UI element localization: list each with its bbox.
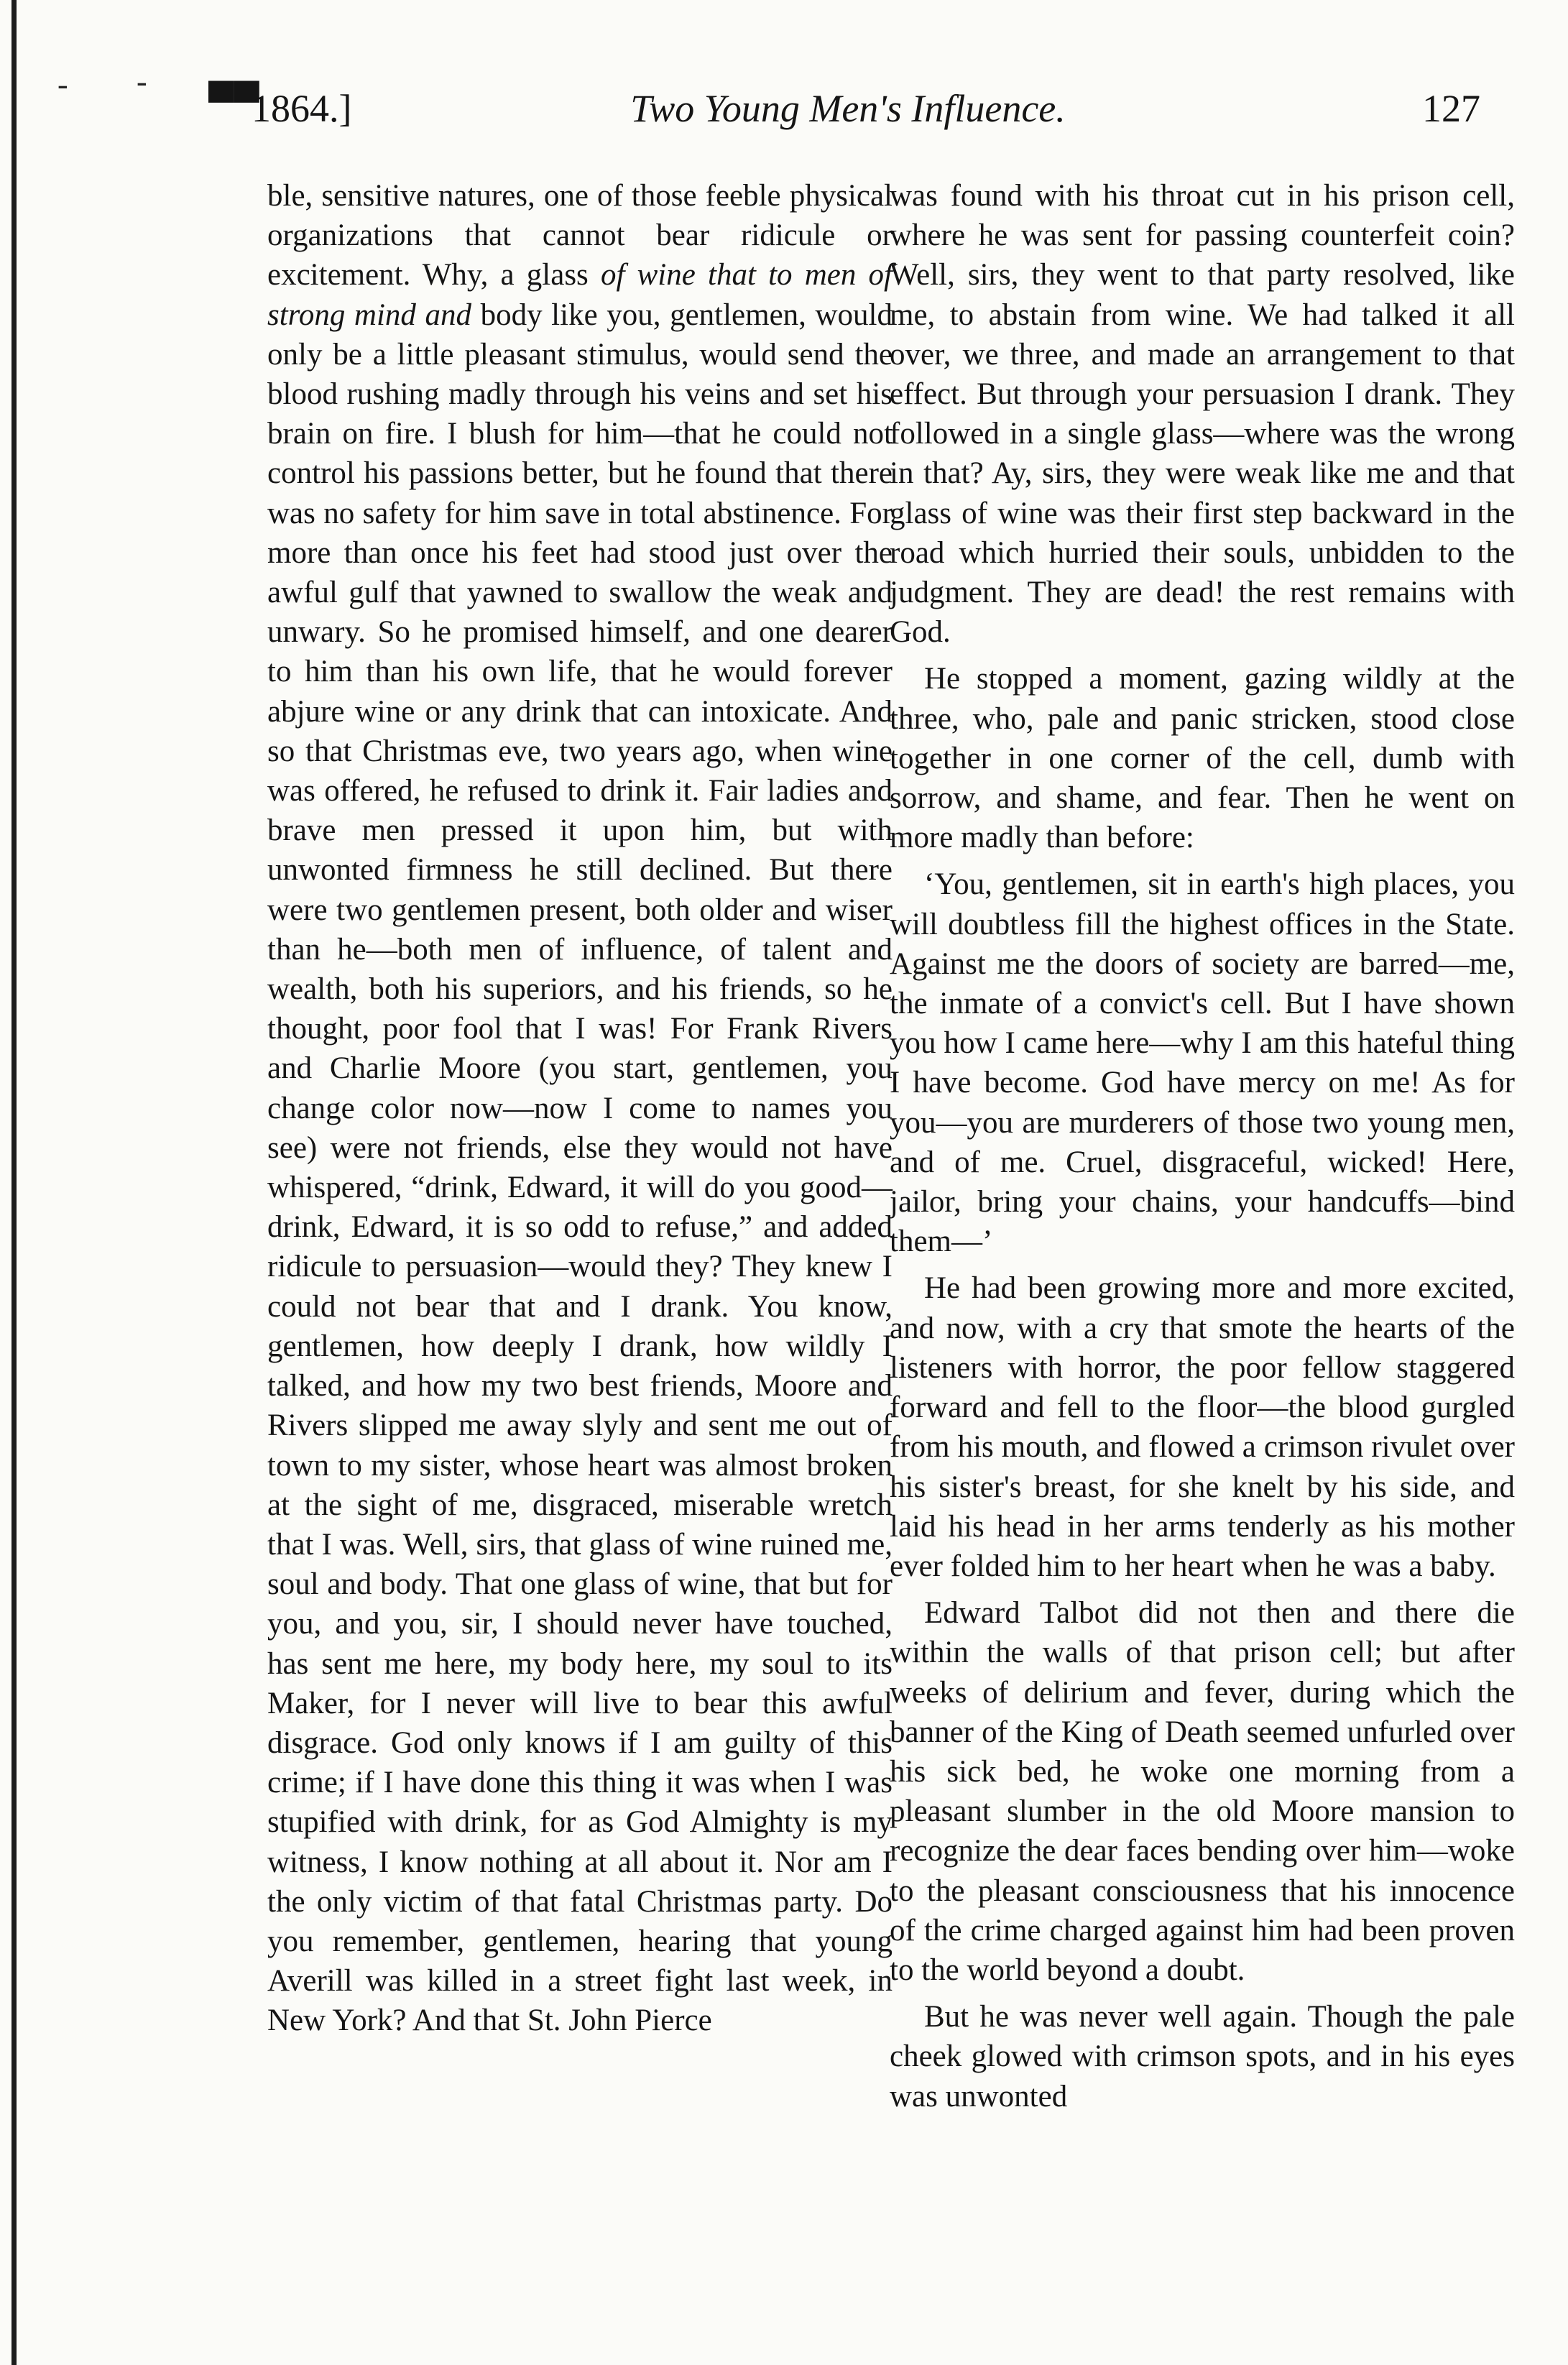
paragraph-text: body like you, gentlemen, would only be a little pleasant stimulus, would send the blood rushing madly through his veins and set his brain on fire. I blush for him—that he could not control his passions better, but he found that there was no safety for him save in total abstinence. For more than once his feet had stood just over the awful gulf that yawned to swallow the weak and unwary. So he promised himself, and one dearer to him than his own life, that he would forever abjure wine or any drink that can intoxicate. And so that Christmas eve, two years ago, when wine was offered, he refused to drink it. Fair ladies and brave men pressed it upon him, but with unwonted firmness he still declined. But there were two gentlemen present, both older and wiser than he—both men of influence, of talent and wealth, both his superiors, and his friends, so he thought, poor fool that I was! For Frank Rivers and Charlie Moore (you start, gentlemen, you change color now—now I come to names you see) were not friends, else they would not have whispered, “drink, Edward, it will do you good—drink, Edward, it is so odd to refuse,” and added ridicule to persuasion—would they? They knew I could not bear that and I drank. You know, gentlemen, how deeply I drank, how wildly I talked, and how my two best friends, Moore and Rivers slipped me away slyly and sent me out of town to my sister, whose heart was almost broken at the sight of me, disgraced, miserable wretch that I was. Well, sirs, that glass of wine ruined me, soul and body. That one glass of wine, that but for you, and you, sir, I should never have touched, has sent me here, my body here, my soul to its Maker, for I never will live to bear this awful disgrace. God only knows if I am guilty of this crime; if I have done this thing it was when I was stupified with drink, for as God Almighty is my witness, I know nothing at all about it. Nor am I the only victim of that fatal Christmas party. Do you remember, gentlemen, hearing that young Averill was killed in a street fight last week, in New York? And that St. John Pierce bbox=[267, 298, 893, 2038]
paragraph: He stopped a moment, gazing wildly at the three, who, pale and panic stricken, stood close together in one corner of the cell, dumb with sorrow, and shame, and fear. Then he went on more madly than before: bbox=[890, 662, 1515, 855]
paragraph: He had been growing more and more excited, and now, with a cry that smote the hearts of the listeners with horror, the poor fellow staggered forward and fell to the floor—the blood gurgled from his mouth, and flowed a crimson rivulet over his sister's breast, for she knelt by his side, and laid his head in her arms tenderly as his mother ever folded him to her heart when he was a baby. bbox=[890, 1271, 1515, 1583]
page-number: 127 bbox=[1422, 87, 1480, 130]
paragraph: ‘You, gentlemen, sit in earth's high places, you will doubtless fill the highest offices in the State. Against me the doors of society are barred—me, the inmate of a convict's cell. But I have shown you how I came here—why I am this hateful thing I have become. God have mercy on me! As for you—you are murderers of those two young men, and of me. Cruel, disgraceful, wicked! Here, jailor, bring your chains, your handcuffs—bind them—’ bbox=[890, 867, 1515, 1259]
margin-mark: - bbox=[137, 64, 147, 99]
running-header bbox=[208, 81, 1488, 151]
right-column bbox=[890, 176, 1515, 2116]
header-year: 1864.] bbox=[252, 87, 352, 130]
margin-mark: - bbox=[57, 67, 68, 102]
left-column bbox=[267, 176, 893, 2041]
paragraph-text: ble, sensitive natures, one of those feeble physical organizations that cannot bear ridicule or excitement. Why, a glass bbox=[267, 179, 893, 292]
paragraph: Edward Talbot did not then and there die within the walls of that prison cell; but after weeks of delirium and fever, during which the banner of the King of Death seemed unfurled over his sick bed, he woke one morning from a pleasant slumber in the old Moore mansion to recognize the dear faces bending over him—woke to the pleasant consciousness that his innocence of the crime charged against him had been proven to the world beyond a doubt. bbox=[890, 1596, 1515, 1987]
header-title: Two Young Men's Influence. bbox=[630, 87, 1066, 130]
page-edge-rule bbox=[11, 0, 17, 2365]
italic-text: of wine that to men of strong mind and bbox=[267, 258, 893, 332]
paragraph: But he was never well again. Though the pale cheek glowed with crimson spots, and in his eyes was unwonted bbox=[890, 2000, 1515, 2113]
paragraph bbox=[267, 176, 893, 2041]
ink-smudge: ▀▀ bbox=[208, 81, 259, 121]
paragraph: was found with his throat cut in his prison cell, where he was sent for passing counterfeit coin? Well, sirs, they went to that party resolved, like me, to abstain from wine. We had talked it all over, we three, and made an arrangement to that effect. But through your persuasion I drank. They followed in a single glass—where was the wrong in that? Ay, sirs, they were weak like me and that glass of wine was their first step backward in the road which hurried their souls, unbidden to the judgment. They are dead! the rest remains with God. bbox=[890, 179, 1515, 650]
